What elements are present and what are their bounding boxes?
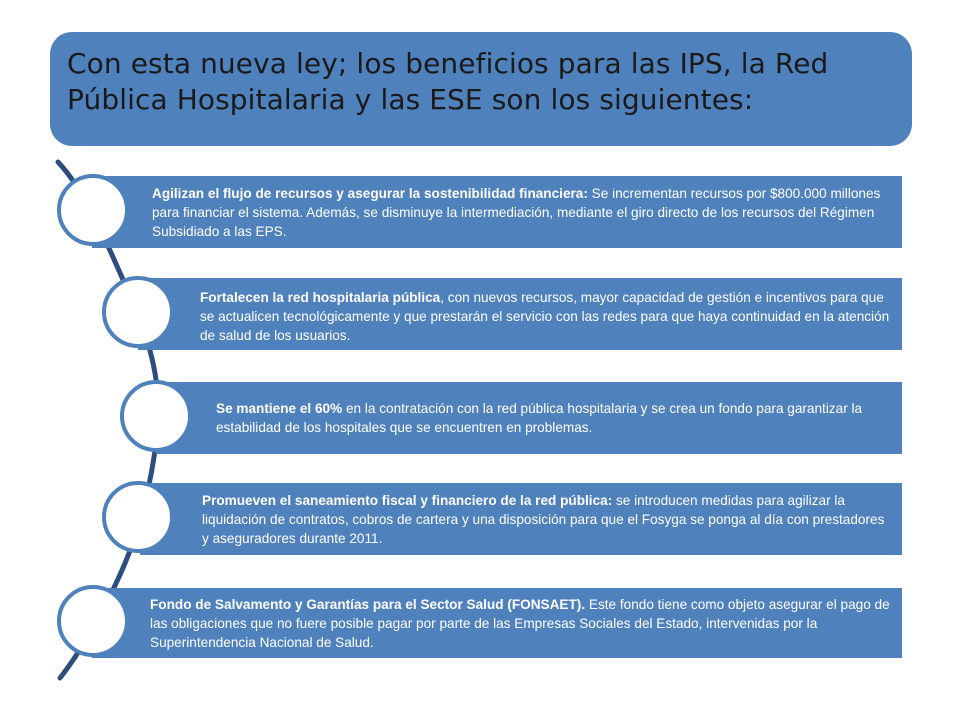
benefit-text-2: , con nuevos recursos, mayor capacidad de gestión e incentivos para que se actualicen tecnológicamente y que prestarán el servicio con las redes para que haya continuidad en la atención de salud de los usuarios. [200, 290, 890, 343]
bullet-circle-1 [57, 174, 129, 246]
bullet-circle-5 [57, 585, 129, 657]
benefit-heading-4: Promueven el saneamiento fiscal y financiero de la red pública: [202, 493, 613, 508]
benefit-heading-1: Agilizan el flujo de recursos y asegurar la sostenibilidad financiera: [152, 186, 588, 201]
bullet-circle-4 [102, 481, 174, 553]
benefit-item-2 [138, 278, 902, 350]
benefit-heading-5: Fondo de Salvamento y Garantías para el Sector Salud (FONSAET). [150, 597, 586, 612]
benefit-heading-3: Se mantiene el 60% [216, 401, 343, 416]
benefit-text-4: se introducen medidas para agilizar la liquidación de contratos, cobros de cartera y una disposición para que el Fosyga se ponga al día con prestadores y aseguradores durante 2011. [202, 493, 885, 546]
benefit-item-3 [156, 382, 902, 454]
benefit-item-4 [140, 483, 902, 555]
benefit-item-5 [92, 588, 902, 658]
bullet-circle-2 [102, 276, 174, 348]
benefit-text-3: en la contratación con la red pública hospitalaria y se crea un fondo para garantizar la estabilidad de los hospitales que se encuentren en problemas. [216, 401, 863, 435]
benefit-heading-2: Fortalecen la red hospitalaria pública [200, 290, 441, 305]
benefit-item-1 [92, 176, 902, 248]
benefit-text-1: Se incrementan recursos por $800.000 millones para financiar el sistema. Además, se disminuye la intermediación, mediante el giro directo de los recursos del Régimen Subsidiado a las EPS. [152, 186, 881, 239]
slide-title: Con esta nueva ley; los beneficios para las IPS, la Red Pública Hospitalaria y las ESE son los siguientes: [50, 32, 912, 146]
bullet-circle-3 [120, 380, 192, 452]
benefit-text-5: Este fondo tiene como objeto asegurar el pago de las obligaciones que no fuere posible pagar por parte de las Empresas Sociales del Estado, intervenidas por la Superintendencia Nacional de Salud. [150, 597, 890, 650]
